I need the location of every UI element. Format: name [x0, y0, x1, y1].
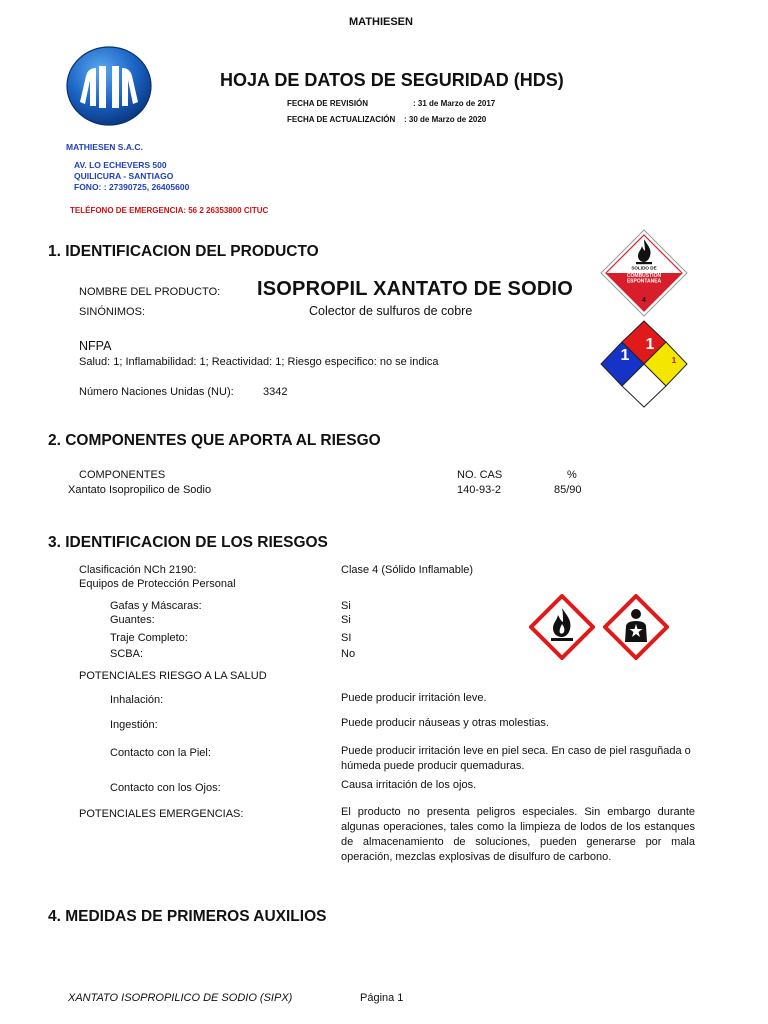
un-number-label: Número Naciones Unidas (NU):	[79, 386, 234, 398]
component-name: Xantato Isopropilico de Sodio	[68, 484, 212, 496]
ppe-label: Equipos de Protección Personal	[79, 578, 236, 590]
health-hazard-pictogram	[603, 594, 669, 660]
nfpa-label: NFPA	[79, 339, 112, 353]
flammable-pictogram	[529, 594, 595, 660]
ppe-goggles-value: Si	[341, 600, 351, 612]
ppe-scba-label: SCBA:	[110, 648, 144, 660]
class-sign-line2: COMBUSTION	[626, 273, 662, 279]
emergencies-label: POTENCIALES EMERGENCIAS:	[79, 808, 244, 820]
update-date-value: : 30 de Marzo de 2020	[404, 115, 487, 124]
class-sign-line3: ESPONTANEA	[626, 278, 662, 285]
percent-column-header: %	[567, 469, 577, 481]
inhalation-value: Puede producir irritación leve.	[341, 692, 487, 704]
company-address-line2: QUILICURA - SANTIAGO	[74, 171, 174, 181]
nfpa-diamond	[600, 320, 688, 408]
product-name-value: ISOPROPIL XANTATO DE SODIO	[257, 278, 573, 300]
section-4-title: 4. MEDIDAS DE PRIMEROS AUXILIOS	[48, 908, 327, 925]
product-name-label: NOMBRE DEL PRODUCTO:	[79, 286, 221, 298]
company-phone: FONO: : 27390725, 26405600	[74, 182, 190, 192]
footer-document-name: XANTATO ISOPROPILICO DE SODIO (SIPX)	[68, 992, 293, 1004]
ppe-gloves-value: Si	[341, 614, 351, 626]
revision-date-label: FECHA DE REVISIÓN	[287, 99, 369, 108]
company-address-line1: AV. LO ECHEVERS 500	[74, 160, 167, 170]
un-number-value: 3342	[263, 386, 288, 398]
section-1-title: 1. IDENTIFICACION DEL PRODUCTO	[48, 243, 319, 260]
class-sign-number: 4	[642, 297, 646, 304]
revision-date-value: : 31 de Marzo de 2017	[413, 99, 496, 108]
eye-contact-value: Causa irritación de los ojos.	[341, 779, 477, 791]
company-name: MATHIESEN S.A.C.	[66, 142, 143, 152]
eye-contact-label: Contacto con los Ojos:	[110, 782, 221, 794]
section-2-title: 2. COMPONENTES QUE APORTA AL RIESGO	[48, 432, 381, 449]
ppe-goggles-label: Gafas y Máscaras:	[110, 600, 202, 612]
synonyms-label: SINÓNIMOS:	[79, 306, 146, 318]
emergency-phone: TELÉFONO DE EMERGENCIA: 56 2 26353800 CITUC	[70, 206, 269, 215]
components-column-header: COMPONENTES	[79, 469, 166, 481]
document-title: HOJA DE DATOS DE SEGURIDAD (HDS)	[220, 70, 564, 90]
nfpa-reactivity-value: 1	[671, 356, 677, 365]
ingestion-label: Ingestión:	[110, 719, 158, 731]
class-sign-line1: SOLIDO DE	[631, 265, 657, 271]
nfpa-health-value: 1	[620, 347, 630, 364]
component-percent: 85/90	[554, 484, 582, 496]
section-3-title: 3. IDENTIFICACION DE LOS RIESGOS	[48, 534, 328, 551]
ppe-suit-label: Traje Completo:	[110, 632, 188, 644]
skin-contact-value: Puede producir irritación leve en piel seca. En caso de piel rasguñada o húmeda puede producir quemaduras.	[341, 745, 691, 772]
inhalation-label: Inhalación:	[110, 694, 164, 706]
emergencies-value: El producto no presenta peligros especiales. Sin embargo durante algunas operaciones, tales como la limpieza de lodos de los estanques de almacenamiento de soluciones, pueden generarse por mala operación, mezclas explosivas de disulfuro de carbono.	[341, 806, 695, 863]
ppe-suit-value: SI	[341, 632, 352, 644]
classification-value: Clase 4 (Sólido Inflamable)	[341, 564, 474, 576]
component-cas: 140-93-2	[457, 484, 502, 496]
update-date-label: FECHA DE ACTUALIZACIÓN	[287, 115, 396, 124]
classification-label: Clasificación NCh 2190:	[79, 564, 197, 576]
nfpa-fire-value: 1	[645, 336, 655, 353]
ppe-scba-value: No	[341, 648, 356, 660]
company-logo	[66, 46, 152, 126]
nfpa-detail: Salud: 1; Inflamabilidad: 1; Reactividad: 1; Riesgo especifico: no se indica	[79, 356, 439, 368]
footer-page-number: Página 1	[360, 992, 404, 1004]
ppe-gloves-label: Guantes:	[110, 614, 155, 626]
synonyms-value: Colector de sulfuros de cobre	[309, 304, 473, 318]
ingestion-value: Puede producir náuseas y otras molestias.	[341, 717, 549, 729]
cas-column-header: NO. CAS	[457, 469, 503, 481]
skin-contact-label: Contacto con la Piel:	[110, 747, 211, 759]
health-risks-label: POTENCIALES RIESGO A LA SALUD	[79, 670, 267, 682]
class4-hazard-sign	[600, 229, 688, 317]
company-header: MATHIESEN	[349, 16, 413, 28]
